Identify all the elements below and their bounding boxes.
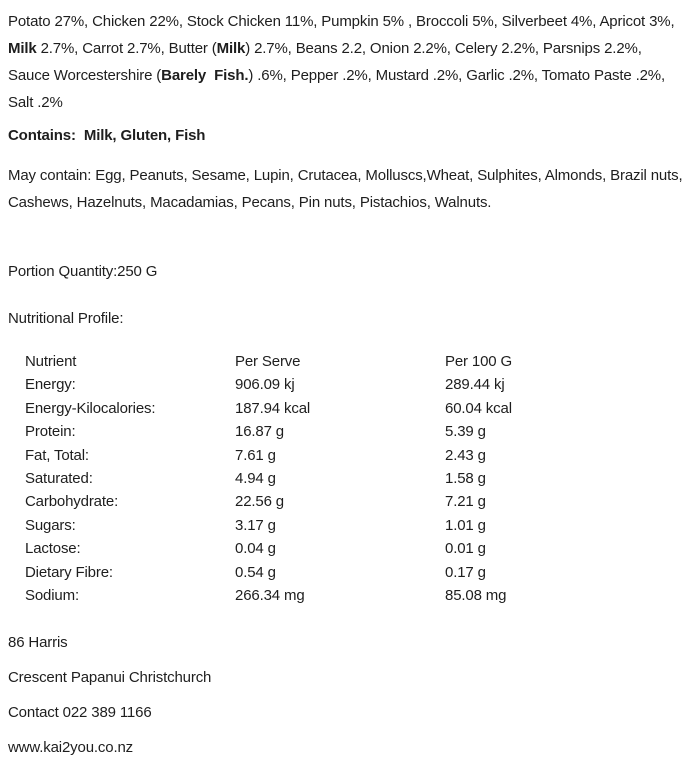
allergen-bold-text: Milk — [216, 40, 246, 57]
nutrition-table-header-row — [25, 350, 683, 373]
header-nutrient: Nutrient — [25, 353, 77, 370]
header-per-serve: Per Serve — [235, 353, 301, 370]
header-per-100g: Per 100 G — [445, 353, 513, 370]
ingredient-text: 2.7%, Carrot 2.7%, Butter ( — [36, 40, 217, 57]
per-100g-value: 1.01 g — [445, 516, 486, 534]
per-serve-value: 0.54 g — [235, 563, 276, 581]
may-contain-statement: May contain: Egg, Peanuts, Sesame, Lupin, Crutacea, Molluscs,Wheat, Sulphites, Almonds, Brazil nuts, Cashews, Hazelnuts, Macadamias, Pecans, Pin nuts, Pistachios, Walnuts. — [8, 167, 683, 211]
per-100g-value: 7.21 g — [445, 493, 486, 511]
per-100g-value: 5.39 g — [445, 423, 486, 441]
nutrition-row — [25, 490, 683, 513]
allergen-bold-text: Barely Fish. — [161, 67, 249, 84]
ingredient-text: ) .6%, Pepper .2%, Mustard .2%, Garlic .2%, Tomato Paste .2%, Salt .2% — [8, 67, 666, 111]
nutrient-name: Sodium: — [25, 586, 79, 604]
address-line-2: Crescent Papanui Christchurch — [8, 669, 212, 687]
per-serve-value: 4.94 g — [235, 469, 276, 487]
per-100g-value: 85.08 mg — [445, 586, 507, 604]
per-serve-value: 3.17 g — [235, 516, 276, 534]
per-100g-value: 2.43 g — [445, 446, 486, 464]
contains-statement: Contains: Milk, Gluten, Fish — [8, 127, 206, 144]
nutrition-row — [25, 561, 683, 584]
nutrition-row — [25, 537, 683, 560]
nutrition-table — [25, 350, 683, 607]
per-serve-value: 187.94 kcal — [235, 399, 311, 417]
address-line-1: 86 Harris — [8, 634, 68, 652]
ingredients-paragraph — [8, 8, 683, 116]
nutrition-row — [25, 514, 683, 537]
ingredient-text: Potato 27%, Chicken 22%, Stock Chicken 11%, Pumpkin 5% , Broccoli 5%, Silverbeet 4%, Apricot 3%, — [8, 13, 675, 30]
portion-quantity: Portion Quantity:250 G — [8, 263, 158, 280]
per-serve-value: 0.04 g — [235, 540, 276, 558]
per-serve-value: 16.87 g — [235, 423, 284, 441]
nutrition-row — [25, 397, 683, 420]
nutrient-name: Lactose: — [25, 540, 81, 558]
allergen-bold-text: Milk — [8, 40, 37, 57]
per-100g-value: 0.01 g — [445, 540, 486, 558]
nutrient-name: Energy: — [25, 376, 76, 394]
per-serve-value: 266.34 mg — [235, 586, 305, 604]
nutrition-row — [25, 373, 683, 396]
per-serve-value: 906.09 kj — [235, 376, 295, 394]
nutrient-name: Energy-Kilocalories: — [25, 399, 156, 417]
nutrient-name: Sugars: — [25, 516, 76, 534]
footer — [8, 629, 683, 761]
nutrient-name: Carbohydrate: — [25, 493, 119, 511]
per-100g-value: 60.04 kcal — [445, 399, 512, 417]
per-100g-value: 289.44 kj — [445, 376, 505, 394]
nutrient-name: Saturated: — [25, 469, 93, 487]
per-100g-value: 1.58 g — [445, 469, 486, 487]
nutrition-row — [25, 444, 683, 467]
nutrition-row — [25, 584, 683, 607]
nutritional-profile-heading: Nutritional Profile: — [8, 310, 124, 327]
per-serve-value: 22.56 g — [235, 493, 284, 511]
website-url: www.kai2you.co.nz — [8, 739, 134, 757]
nutrient-name: Fat, Total: — [25, 446, 89, 464]
per-serve-value: 7.61 g — [235, 446, 276, 464]
contact-phone: Contact 022 389 1166 — [8, 704, 152, 722]
per-100g-value: 0.17 g — [445, 563, 486, 581]
ingredient-text: ) 2.7%, Beans 2.2, Onion 2.2%, Celery 2.2%, Parsnips 2.2%, Sauce Worcestershire ( — [8, 40, 642, 84]
nutrient-name: Dietary Fibre: — [25, 563, 113, 581]
nutrient-name: Protein: — [25, 423, 76, 441]
nutrition-row — [25, 420, 683, 443]
nutrition-row — [25, 467, 683, 490]
nutrition-table-body — [25, 373, 683, 607]
